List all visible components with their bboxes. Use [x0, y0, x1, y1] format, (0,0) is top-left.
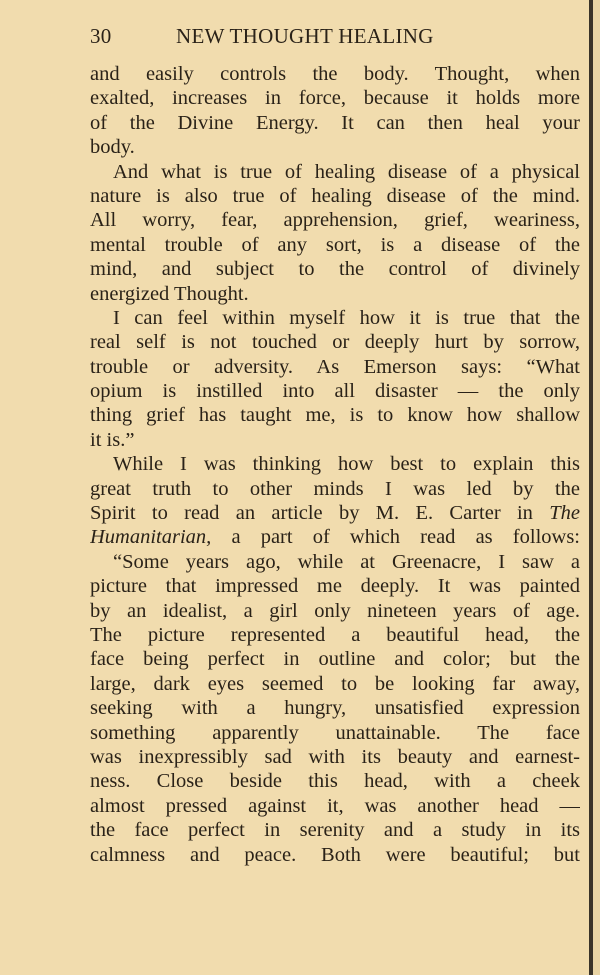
page-number: 30	[90, 24, 112, 48]
text-line: mind, and subject to the control of divinely	[90, 258, 580, 281]
text-line: While I was thinking how best to explain this	[113, 453, 580, 476]
page-margin-strip	[593, 0, 600, 975]
running-title: NEW THOUGHT HEALING	[176, 24, 434, 48]
text-line: “Some years ago, while at Greenacre, I saw a	[113, 550, 580, 573]
text-line	[90, 501, 580, 525]
text-line: nature is also true of healing disease of the mind.	[90, 184, 580, 207]
text-line: the face perfect in serenity and a study in its	[90, 819, 580, 842]
text-line: All worry, fear, apprehension, grief, weariness,	[90, 209, 580, 232]
text-line: The picture represented a beautiful head, the	[90, 623, 580, 646]
text-line: by an idealist, a girl only nineteen years of age.	[90, 599, 580, 622]
text-line: body.	[90, 136, 135, 159]
text-line: mental trouble of any sort, is a disease of the	[90, 233, 580, 256]
text-line: it is.”	[90, 428, 135, 451]
text-line: calmness and peace. Both were beautiful; but	[90, 843, 580, 866]
text-line-rendered: Humanitarian, a part of which read as follows:	[90, 526, 580, 549]
text-line: real self is not touched or deeply hurt by sorrow,	[90, 331, 580, 354]
text-line: seeking with a hungry, unsatisfied expression	[90, 697, 580, 720]
text-line: opium is instilled into all disaster — the only	[90, 380, 580, 403]
text-line: I can feel within myself how it is true that the	[113, 306, 580, 329]
page-body-text	[90, 62, 580, 867]
text-line: picture that impressed me deeply. It was painted	[90, 575, 580, 598]
text-line: trouble or adversity. As Emerson says: “What	[90, 355, 580, 378]
text-line: face being perfect in outline and color; but the	[90, 648, 580, 671]
text-line: almost pressed against it, was another head —	[90, 794, 580, 817]
text-line: great truth to other minds I was led by the	[90, 477, 580, 500]
text-line: of the Divine Energy. It can then heal your	[90, 111, 580, 134]
running-header	[90, 24, 500, 49]
text-line: ness. Close beside this head, with a cheek	[90, 770, 580, 793]
text-line	[90, 525, 580, 549]
text-line: was inexpressibly sad with its beauty and earnest-	[90, 745, 580, 768]
text-line-rendered: Spirit to read an article by M. E. Carter in The	[90, 502, 580, 525]
text-line: thing grief has taught me, is to know how shallow	[90, 404, 580, 427]
text-line: something apparently unattainable. The face	[90, 721, 580, 744]
text-line: energized Thought.	[90, 282, 249, 305]
text-line: exalted, increases in force, because it holds more	[90, 87, 580, 110]
text-line: and easily controls the body. Thought, when	[90, 63, 580, 85]
text-line: And what is true of healing disease of a physical	[113, 160, 580, 183]
text-line: large, dark eyes seemed to be looking far away,	[90, 672, 580, 695]
